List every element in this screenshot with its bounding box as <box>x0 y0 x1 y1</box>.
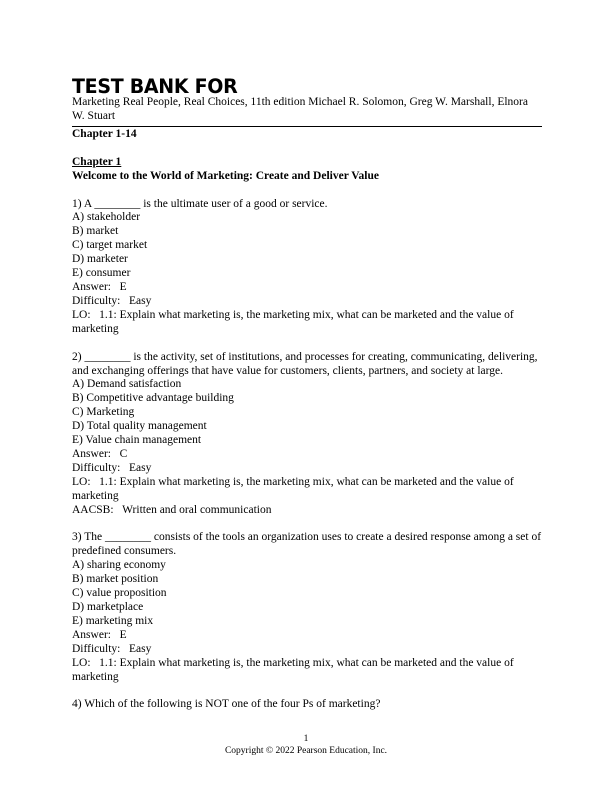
answer-option: E) Value chain management <box>72 434 202 447</box>
difficulty: Difficulty: Easy <box>72 461 152 474</box>
learning-objective: LO: 1.1: Explain what marketing is, the marketing mix, what can be marketed and the value of marketing <box>72 308 514 335</box>
document-page <box>72 76 542 712</box>
answer-option: B) market position <box>72 573 159 586</box>
answer-option: B) market <box>72 225 119 238</box>
answer-option: E) marketing mix <box>72 614 154 627</box>
question-2 <box>72 351 542 518</box>
answer-option: A) sharing economy <box>72 559 166 572</box>
question-stem: 2) ________ is the activity, set of institutions, and processes for creating, communicating, delivering, and exchanging offerings that have value for customers, clients, partners, and society at large. <box>72 350 538 377</box>
aacsb-tag: AACSB: Written and oral communication <box>72 503 272 516</box>
answer-option: D) marketplace <box>72 601 144 613</box>
header-divider <box>72 126 542 127</box>
chapter-range: Chapter 1-14 <box>72 127 137 140</box>
answer-option: C) target market <box>72 239 148 252</box>
question-3 <box>72 531 542 684</box>
chapter-heading: Chapter 1 <box>72 155 122 168</box>
answer-option: B) Competitive advantage building <box>72 392 234 405</box>
question-4 <box>72 698 542 712</box>
document-title: TEST BANK FOR <box>72 74 238 99</box>
answer-key: Answer: E <box>72 280 127 293</box>
answer-option: D) marketer <box>72 253 128 266</box>
answer-option: A) Demand satisfaction <box>72 378 182 391</box>
question-stem: 3) The ________ consists of the tools an organization uses to create a desired response among a set of predefined consumers. <box>72 531 542 558</box>
question-1 <box>72 198 542 337</box>
answer-key: Answer: E <box>72 628 127 641</box>
learning-objective: LO: 1.1: Explain what marketing is, the marketing mix, what can be marketed and the value of marketing <box>72 656 514 683</box>
difficulty: Difficulty: Easy <box>72 294 152 307</box>
answer-key: Answer: C <box>72 447 128 460</box>
learning-objective: LO: 1.1: Explain what marketing is, the marketing mix, what can be marketed and the value of marketing <box>72 475 514 502</box>
answer-option: C) value proposition <box>72 587 167 600</box>
difficulty: Difficulty: Easy <box>72 642 152 655</box>
answer-option: E) consumer <box>72 267 131 280</box>
book-citation: Marketing Real People, Real Choices, 11th edition Michael R. Solomon, Greg W. Marshall, Elnora W. Stuart <box>72 96 528 122</box>
answer-option: C) Marketing <box>72 406 135 419</box>
question-stem: 4) Which of the following is NOT one of the four Ps of marketing? <box>72 698 381 711</box>
answer-option: A) stakeholder <box>72 211 141 224</box>
answer-option: D) Total quality management <box>72 420 207 433</box>
page-number: 1 <box>303 734 309 744</box>
copyright-notice: Copyright © 2022 Pearson Education, Inc. <box>224 746 388 756</box>
chapter-title: Welcome to the World of Marketing: Create and Deliver Value <box>72 169 379 182</box>
question-stem: 1) A ________ is the ultimate user of a good or service. <box>72 197 328 210</box>
